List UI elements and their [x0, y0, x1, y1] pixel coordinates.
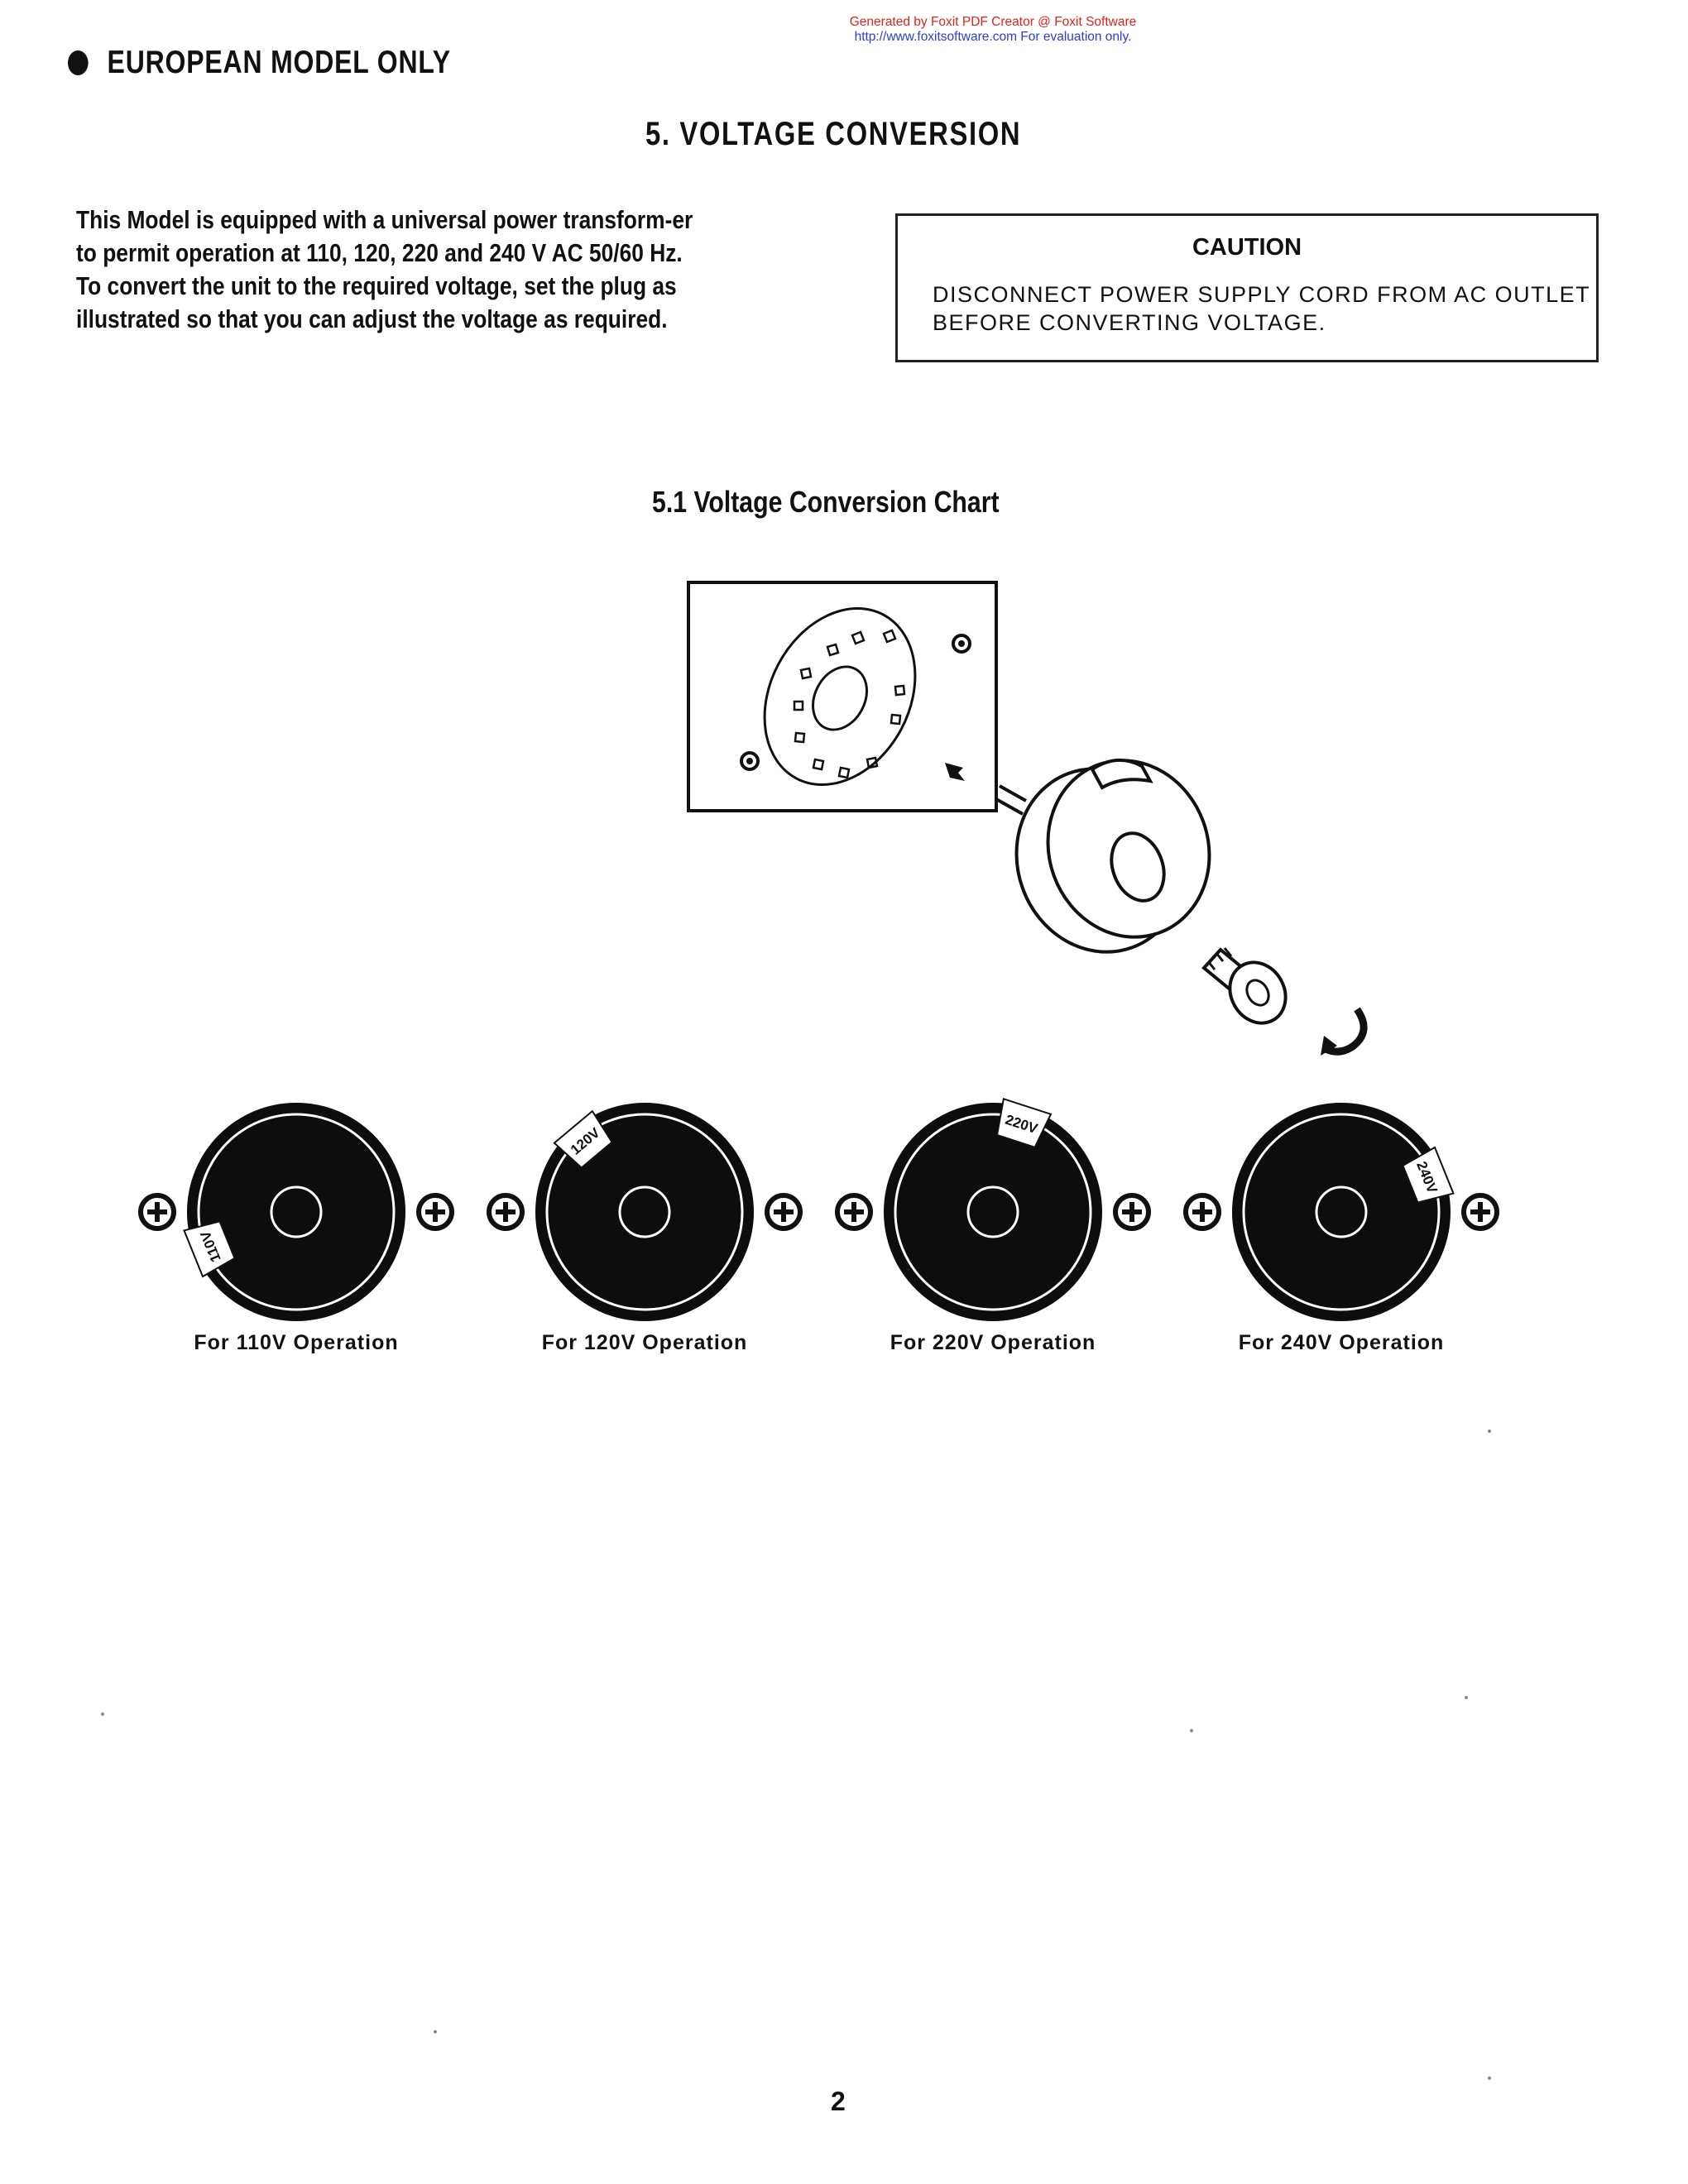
- voltage-setting-label: 240V: [1413, 1159, 1441, 1196]
- left-screw-icon: [141, 1195, 174, 1228]
- right-screw-icon: [1115, 1195, 1149, 1228]
- dial-caption: For 220V Operation: [890, 1331, 1096, 1354]
- voltage-setting-label: 110V: [197, 1228, 224, 1265]
- watermark-line-1: Generated by Foxit PDF Creator @ Foxit Software: [849, 15, 1137, 29]
- scan-speck: [101, 1712, 104, 1716]
- scan-speck: [1190, 1729, 1193, 1732]
- dial-caption: For 240V Operation: [1238, 1331, 1445, 1354]
- watermark-line-2: http://www.foxitsoftware.com For evaluation only.: [854, 30, 1132, 44]
- scan-speck: [1488, 2076, 1491, 2080]
- caution-title: CAUTION: [1192, 234, 1302, 261]
- intro-paragraph-2: To convert the unit to the required voltage, set the plug as illustrated so that you can adjust the voltage as required.: [76, 271, 677, 333]
- scan-speck: [1488, 1430, 1491, 1433]
- caution-body: DISCONNECT POWER SUPPLY CORD FROM AC OUTLET BEFORE CONVERTING VOLTAGE.: [933, 282, 1590, 335]
- right-screw-icon: [1464, 1195, 1497, 1228]
- voltage-dial-120v: [489, 1103, 800, 1354]
- intro-paragraph-1: This Model is equipped with a universal power transform-er to permit operation at 110, 120, 220 and 240 V AC 50/60 Hz.: [76, 205, 693, 267]
- voltage-dial-110v: [141, 1103, 452, 1354]
- dial-caption: For 110V Operation: [194, 1331, 399, 1354]
- voltage-setting-label: 120V: [568, 1124, 603, 1158]
- left-screw-icon: [1186, 1195, 1219, 1228]
- voltage-setting-label: 220V: [1003, 1111, 1040, 1138]
- section-title: 5. VOLTAGE CONVERSION: [645, 116, 1022, 152]
- chart-subtitle: 5.1 Voltage Conversion Chart: [652, 485, 1000, 519]
- right-screw-icon: [419, 1195, 452, 1228]
- left-screw-icon: [489, 1195, 522, 1228]
- voltage-dial-220v: [837, 1099, 1149, 1354]
- model-tag-label: EUROPEAN MODEL ONLY: [107, 45, 451, 80]
- left-screw-icon: [837, 1195, 870, 1228]
- voltage-dial-240v: [1186, 1103, 1497, 1354]
- right-screw-icon: [767, 1195, 800, 1228]
- page-number: 2: [831, 2086, 846, 2116]
- scan-speck: [434, 2030, 437, 2033]
- scan-speck: [1465, 1696, 1468, 1699]
- dial-caption: For 120V Operation: [541, 1331, 748, 1354]
